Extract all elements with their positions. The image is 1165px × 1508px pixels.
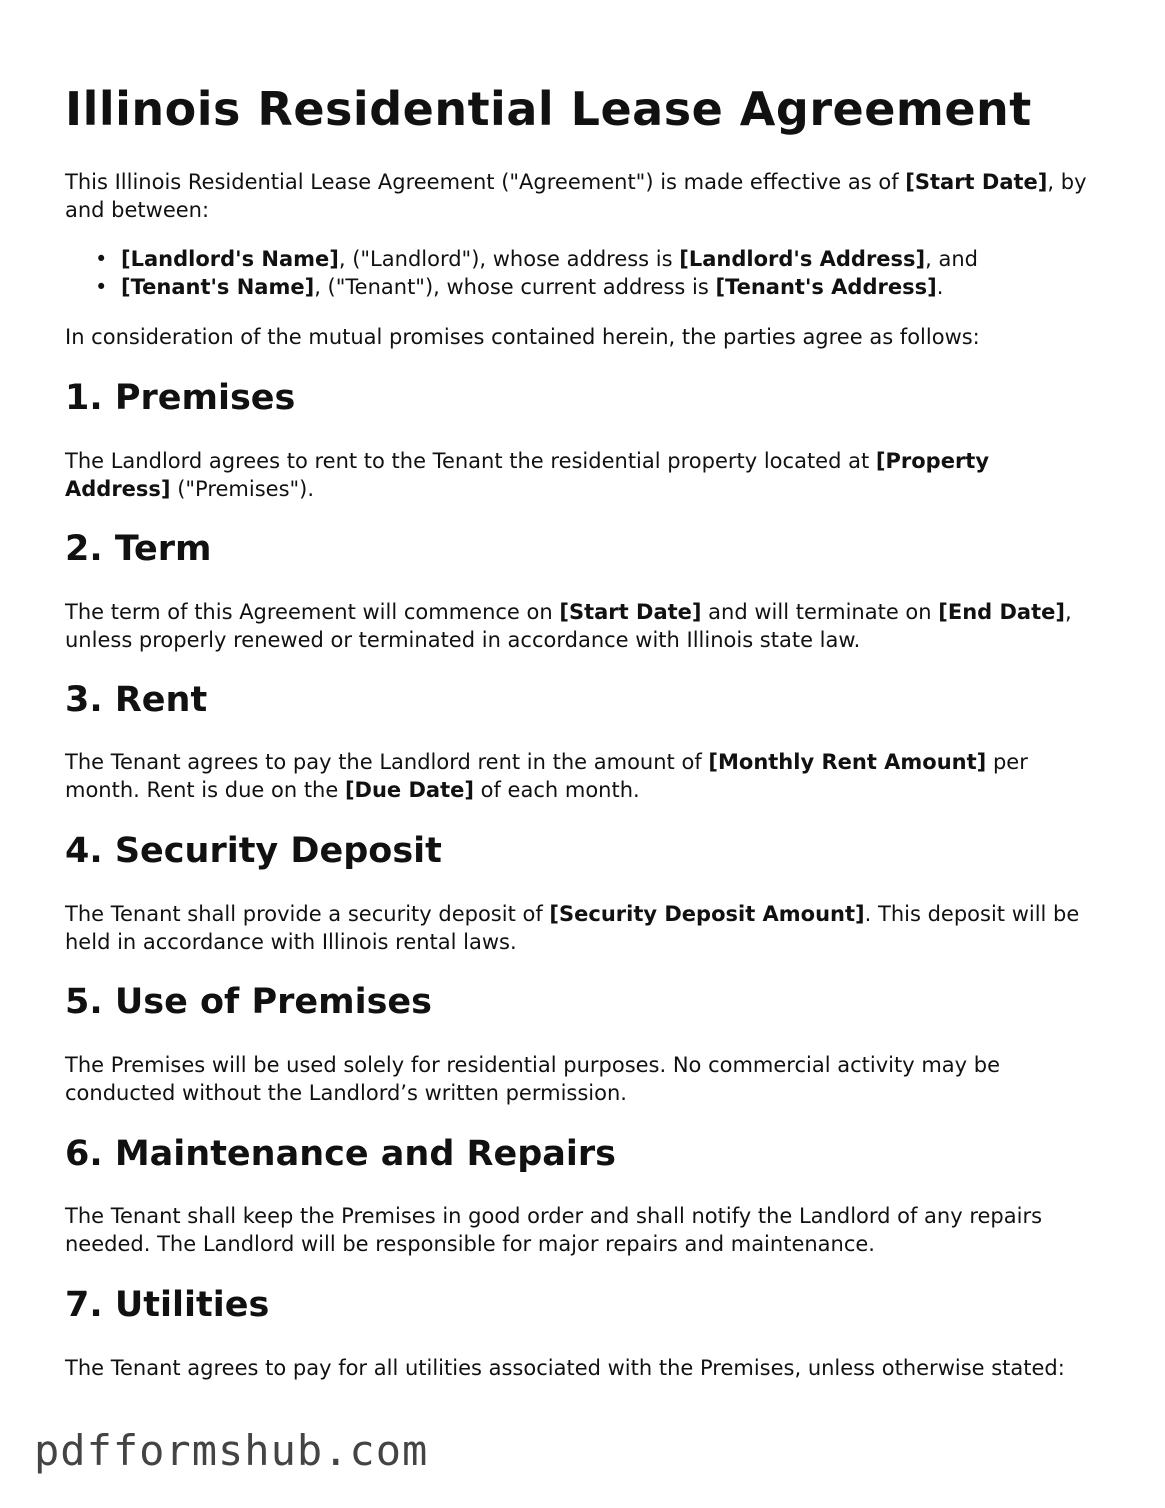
parties-list: [65, 245, 1095, 301]
section-body-premises: The Landlord agrees to rent to the Tenant the residential property located at [Property Address] ("Premises").: [65, 449, 990, 501]
section-body-deposit: The Tenant shall provide a security deposit of [Security Deposit Amount]. This deposit will be held in accordance with Illinois rental laws.: [65, 902, 1080, 954]
section-heading-deposit: 4. Security Deposit: [65, 831, 442, 871]
section-body-maintenance: The Tenant shall keep the Premises in good order and shall notify the Landlord of any repairs needed. The Landlord will be responsible for major repairs and maintenance.: [65, 1204, 1043, 1256]
section-body-use: The Premises will be used solely for residential purposes. No commercial activity may be conducted without the Landlord’s written permission.: [65, 1053, 1001, 1105]
section-body-utilities: The Tenant agrees to pay for all utilities associated with the Premises, unless otherwise stated:: [65, 1356, 1065, 1380]
section-heading-term: 2. Term: [65, 529, 212, 569]
section-heading-premises: 1. Premises: [65, 378, 296, 418]
intro-paragraph: This Illinois Residential Lease Agreement ("Agreement") is made effective as of [Start Date], by and between:: [65, 170, 1087, 222]
section-body-rent: The Tenant agrees to pay the Landlord rent in the amount of [Monthly Rent Amount] per month. Rent is due on the [Due Date] of each month.: [65, 750, 1028, 802]
document-title: Illinois Residential Lease Agreement: [65, 82, 1032, 136]
list-item-tenant: • [Tenant's Name], ("Tenant"), whose current address is [Tenant's Address].: [65, 273, 1095, 301]
section-heading-rent: 3. Rent: [65, 680, 208, 720]
list-item-landlord: • [Landlord's Name], ("Landlord"), whose address is [Landlord's Address], and: [65, 245, 1095, 273]
placeholder-start-date: [Start Date]: [905, 170, 1048, 194]
watermark-text: pdfformshub.com: [34, 1426, 429, 1475]
consideration-paragraph: In consideration of the mutual promises contained herein, the parties agree as follows:: [65, 325, 980, 349]
section-heading-maintenance: 6. Maintenance and Repairs: [65, 1134, 617, 1174]
section-body-term: The term of this Agreement will commence on [Start Date] and will terminate on [End Date], unless properly renewed or terminated in accordance with Illinois state law.: [65, 600, 1072, 652]
section-heading-utilities: 7. Utilities: [65, 1285, 270, 1325]
section-heading-use: 5. Use of Premises: [65, 982, 432, 1022]
